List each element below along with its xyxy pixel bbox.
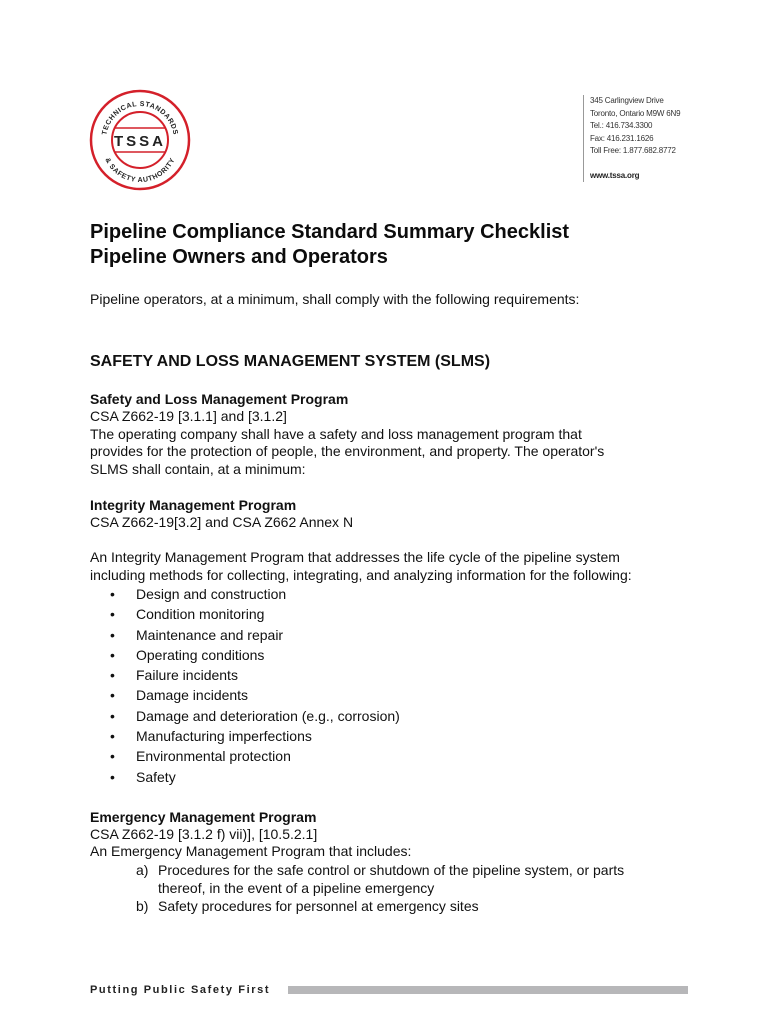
imp-heading: Integrity Management Program xyxy=(90,497,297,513)
slmp-section xyxy=(90,390,690,478)
emp-body: An Emergency Management Program that includes: xyxy=(90,843,412,860)
imp-reference: CSA Z662-19[3.2] and CSA Z662 Annex N xyxy=(90,514,354,530)
list-item: • Safety xyxy=(110,767,690,787)
website-link[interactable]: www.tssa.org xyxy=(590,170,640,180)
title-line-1: Pipeline Compliance Standard Summary Checklist xyxy=(90,221,570,243)
slmp-body-line-2: provides for the protection of people, the environment, and property. The operator's xyxy=(90,443,605,459)
list-item: • Manufacturing imperfections xyxy=(110,726,690,746)
list-item xyxy=(136,897,690,915)
list-item-line-1: Procedures for the safe control or shutdown of the pipeline system, or parts xyxy=(158,861,625,878)
tssa-logo xyxy=(88,88,192,192)
address-street: 345 Carlingview Drive xyxy=(590,96,664,105)
tssa-seal-icon xyxy=(88,88,192,192)
document-title xyxy=(90,220,690,270)
emp-heading: Emergency Management Program xyxy=(90,808,317,825)
list-item: • Damage incidents xyxy=(110,685,690,705)
slmp-heading: Safety and Loss Management Program xyxy=(90,391,349,407)
address-tel: Tel.: 416.734.3300 xyxy=(590,121,653,130)
slmp-body-line-1: The operating company shall have a safety and loss management program that xyxy=(90,425,582,442)
page-footer xyxy=(90,983,688,997)
list-item: • Failure incidents xyxy=(110,665,690,685)
slmp-reference: CSA Z662-19 [3.1.1] and [3.1.2] xyxy=(90,408,287,424)
list-marker: a) xyxy=(136,861,149,878)
svg-text:TECHNICAL STANDARDS: TECHNICAL STANDARDS xyxy=(101,100,179,136)
list-item-line-2: thereof, in the event of a pipeline emergency xyxy=(158,879,435,896)
list-item: • Operating conditions xyxy=(110,645,690,665)
imp-section xyxy=(90,496,690,787)
footer-bar xyxy=(288,986,688,994)
list-item: • Design and construction xyxy=(110,584,690,604)
list-item xyxy=(136,861,690,897)
imp-body-line-2: including methods for collecting, integrating, and analyzing information for the following: xyxy=(90,566,632,583)
contact-address xyxy=(583,95,680,182)
title-line-2: Pipeline Owners and Operators xyxy=(90,246,388,268)
list-item: • Maintenance and repair xyxy=(110,625,690,645)
emp-reference: CSA Z662-19 [3.1.2 f) vii)], [10.5.2.1] xyxy=(90,825,318,842)
list-item-line-1: Safety procedures for personnel at emergency sites xyxy=(158,897,479,914)
svg-text:& SAFETY AUTHORITY: & SAFETY AUTHORITY xyxy=(103,156,177,185)
list-item: • Environmental protection xyxy=(110,746,690,766)
emp-list xyxy=(90,861,690,915)
section-heading: SAFETY AND LOSS MANAGEMENT SYSTEM (SLMS) xyxy=(90,353,491,370)
svg-text:TSSA: TSSA xyxy=(113,133,167,150)
imp-body-line-1: An Integrity Management Program that addresses the life cycle of the pipeline system xyxy=(90,549,620,565)
address-fax: Fax: 416.231.1626 xyxy=(590,133,654,143)
emp-section xyxy=(90,808,690,915)
slmp-body-line-3: SLMS shall contain, at a minimum: xyxy=(90,460,306,477)
address-city: Toronto, Ontario M9W 6N9 xyxy=(590,108,681,118)
list-marker: b) xyxy=(136,897,149,914)
document-body xyxy=(90,220,690,915)
list-item: • Damage and deterioration (e.g., corrosion) xyxy=(110,706,690,726)
intro-text: Pipeline operators, at a minimum, shall comply with the following requirements: xyxy=(90,291,580,307)
footer-tagline: Putting Public Safety First xyxy=(90,984,271,996)
imp-list xyxy=(90,584,690,787)
list-item: • Condition monitoring xyxy=(110,604,690,624)
address-toll-free: Toll Free: 1.877.682.8772 xyxy=(590,146,676,155)
